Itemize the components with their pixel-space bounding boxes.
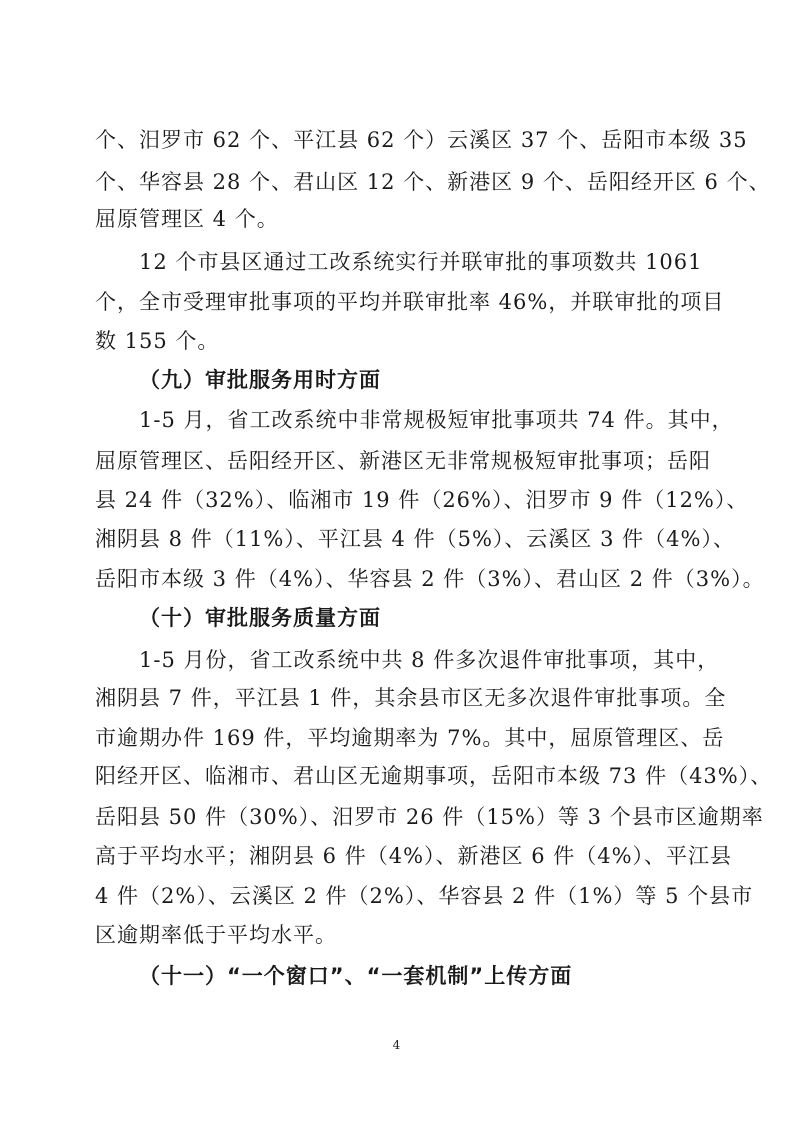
paragraph-line: 高于平均水平；湘阴县 6 件（4%）、新港区 6 件（4%）、平江县 xyxy=(95,844,733,868)
paragraph-line: 区逾期率低于平均水平。 xyxy=(95,923,337,947)
paragraph-line: 12 个市县区通过工改系统实行并联审批的事项数共 1061 xyxy=(139,250,703,274)
paragraph-line: 个，全市受理审批事项的平均并联审批率 46%，并联审批的项目 xyxy=(95,290,725,314)
paragraph-line: 1-5 月份，省工改系统中共 8 件多次退件审批事项，其中， xyxy=(139,648,720,672)
paragraph-line: 县 24 件（32%）、临湘市 19 件（26%）、汨罗市 9 件（12%）、 xyxy=(95,488,749,512)
paragraph-line: 数 155 个。 xyxy=(95,329,220,353)
paragraph-line: 市逾期办件 169 件，平均逾期率为 7%。其中，屈原管理区、岳 xyxy=(95,726,725,750)
paragraph-line: 阳经开区、临湘市、君山区无逾期事项，岳阳市本级 73 件（43%）、 xyxy=(95,764,773,788)
paragraph-line: 个、华容县 28 个、君山区 12 个、新港区 9 个、岳阳经开区 6 个、 xyxy=(95,170,771,194)
paragraph-line: 岳阳市本级 3 件（4%）、华容县 2 件（3%）、君山区 2 件（3%）。 xyxy=(95,567,765,591)
paragraph-line: 4 件（2%）、云溪区 2 件（2%）、华容县 2 件（1%）等 5 个县市 xyxy=(95,884,754,908)
paragraph-line: 屈原管理区 4 个。 xyxy=(95,207,279,231)
paragraph-line: 1-5 月，省工改系统中非常规极短审批事项共 74 件。其中， xyxy=(139,408,734,432)
page-number: 4 xyxy=(392,1038,401,1052)
paragraph-line: 个、汨罗市 62 个、平江县 62 个）云溪区 37 个、岳阳市本级 35 xyxy=(95,128,748,152)
section-heading: （九）审批服务用时方面 xyxy=(139,368,381,392)
section-heading: （十一）“一个窗口”、“一套机制”上传方面 xyxy=(139,964,573,988)
paragraph-line: 屈原管理区、岳阳经开区、新港区无非常规极短审批事项；岳阳 xyxy=(95,449,711,473)
paragraph-line: 湘阴县 7 件，平江县 1 件，其余县市区无多次退件审批事项。全 xyxy=(95,686,727,710)
section-heading: （十）审批服务质量方面 xyxy=(139,606,381,630)
paragraph-line: 岳阳县 50 件（30%）、汨罗市 26 件（15%）等 3 个县市区逾期率 xyxy=(95,805,764,829)
paragraph-line: 湘阴县 8 件（11%）、平江县 4 件（5%）、云溪区 3 件（4%）、 xyxy=(95,527,735,551)
